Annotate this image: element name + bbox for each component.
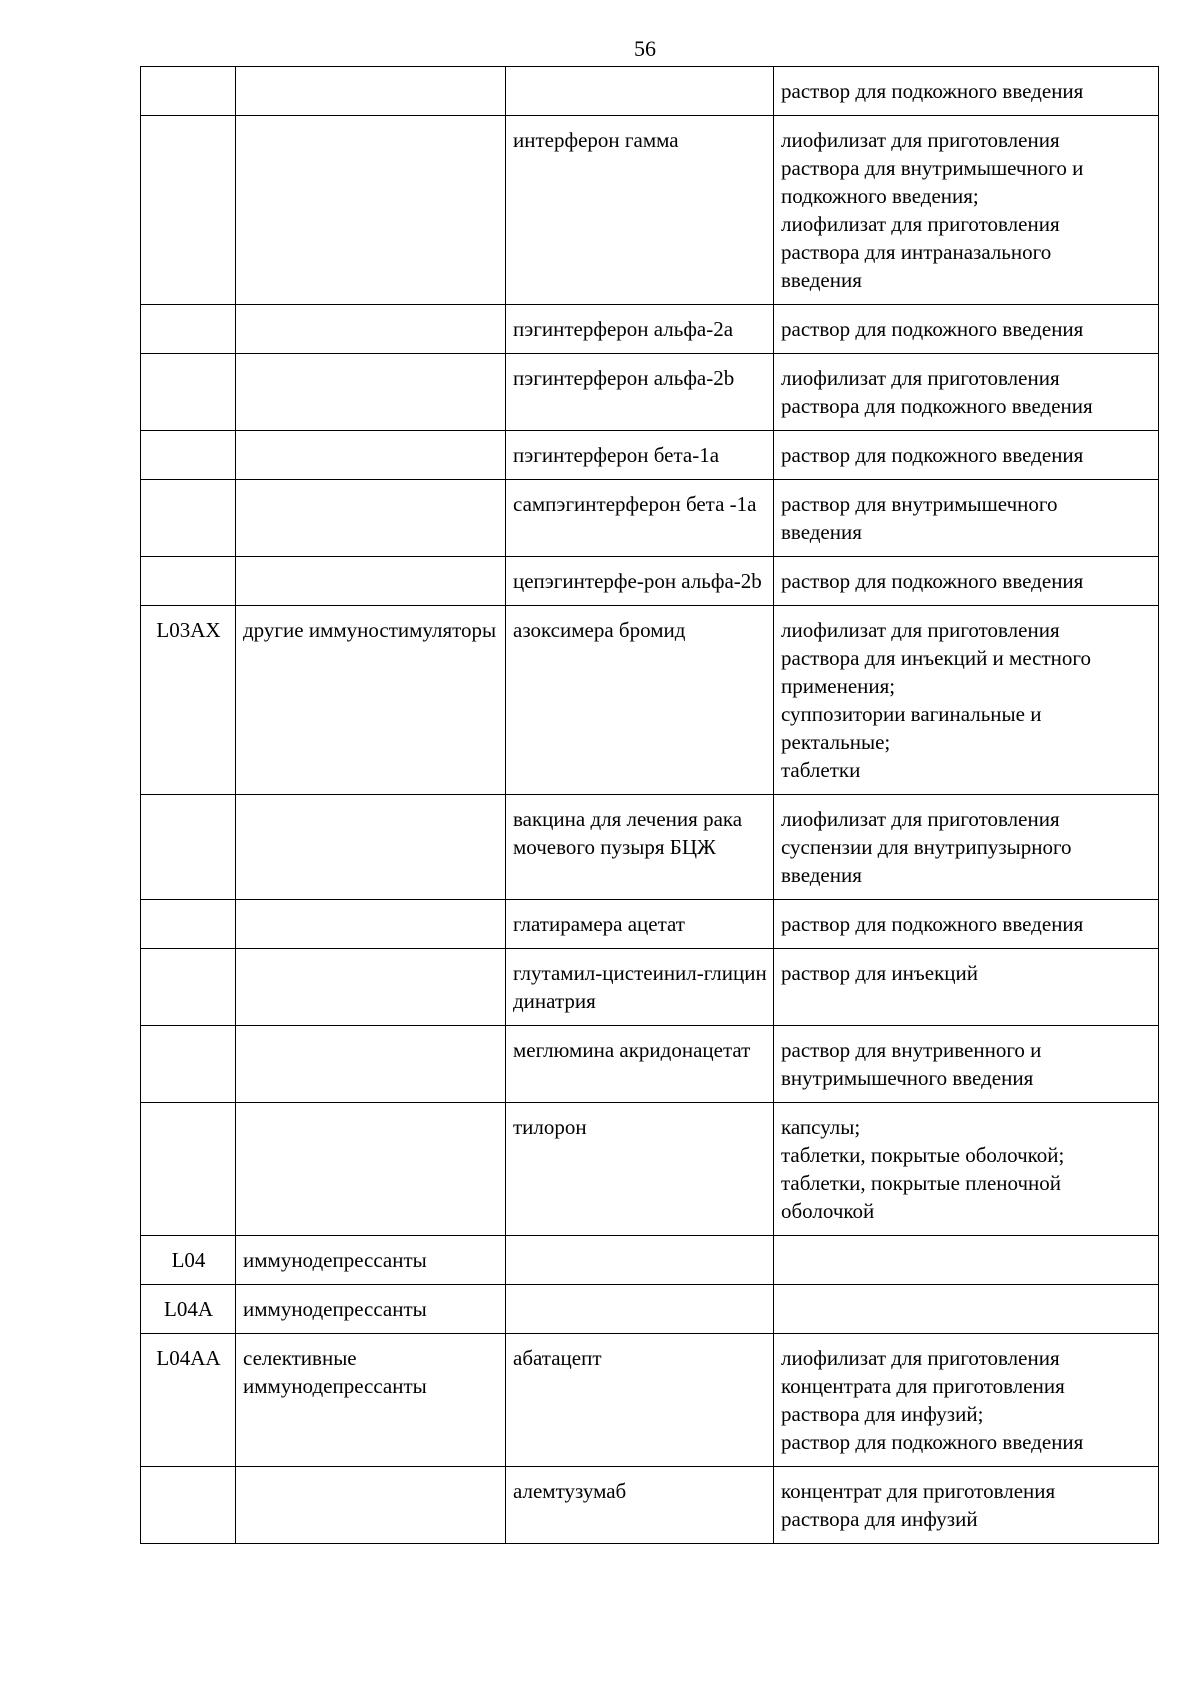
table-row [141, 900, 1159, 949]
group-name-cell [236, 949, 506, 1026]
atc-code-cell [141, 795, 236, 900]
dosage-form-line: раствора для инъекций и местного [781, 646, 1092, 670]
page-number: 56 [634, 36, 656, 61]
dosage-forms-cell [774, 949, 1159, 1026]
dosage-form-line: применения; [781, 674, 896, 698]
table-row [141, 557, 1159, 606]
dosage-form-line: оболочкой [781, 1199, 875, 1223]
dosage-form-line: раствора для инфузий; [781, 1402, 984, 1426]
dosage-form-line: суппозитории вагинальные и [781, 702, 1042, 726]
drug-name-cell [506, 1285, 774, 1334]
drug-name-cell: пэгинтерферон альфа-2b [506, 354, 774, 431]
dosage-forms-cell [774, 1285, 1159, 1334]
drug-name-cell: азоксимера бромид [506, 606, 774, 795]
group-name-cell [236, 431, 506, 480]
group-name-cell [236, 1026, 506, 1103]
dosage-forms-cell [774, 1026, 1159, 1103]
dosage-form-line: раствор для внутривенного и [781, 1038, 1042, 1062]
atc-code-cell [141, 67, 236, 116]
group-name-cell [236, 1103, 506, 1236]
table-row [141, 1026, 1159, 1103]
dosage-forms-cell [774, 606, 1159, 795]
atc-code-cell [141, 305, 236, 354]
table-row [141, 1334, 1159, 1467]
dosage-form-line: введения [781, 268, 862, 292]
table-row [141, 606, 1159, 795]
dosage-form-line: внутримышечного введения [781, 1066, 1034, 1090]
dosage-forms-cell [774, 354, 1159, 431]
dosage-form-line: раствор для подкожного введения [781, 79, 1084, 103]
group-name-cell: другие иммуностимуляторы [236, 606, 506, 795]
drug-table [140, 66, 1159, 1544]
table-row [141, 305, 1159, 354]
dosage-form-line: лиофилизат для приготовления [781, 807, 1060, 831]
drug-name-cell: вакцина для лечения рака мочевого пузыря БЦЖ [506, 795, 774, 900]
atc-code-cell: L04 [141, 1236, 236, 1285]
drug-name-cell: глатирамера ацетат [506, 900, 774, 949]
dosage-forms-cell [774, 795, 1159, 900]
dosage-forms-cell [774, 1103, 1159, 1236]
table-row [141, 1103, 1159, 1236]
atc-code-cell [141, 557, 236, 606]
group-name-cell [236, 354, 506, 431]
dosage-form-line: таблетки, покрытые пленочной [781, 1171, 1062, 1195]
atc-code-cell [141, 900, 236, 949]
atc-code-cell [141, 480, 236, 557]
drug-name-cell: пэгинтерферон альфа-2а [506, 305, 774, 354]
dosage-form-line: раствор для внутримышечного [781, 492, 1058, 516]
drug-name-cell: пэгинтерферон бета-1а [506, 431, 774, 480]
table-row [141, 354, 1159, 431]
dosage-form-line: концентрата для приготовления [781, 1374, 1065, 1398]
group-name-cell: иммунодепрессанты [236, 1236, 506, 1285]
dosage-forms-cell [774, 431, 1159, 480]
atc-code-cell [141, 949, 236, 1026]
group-name-cell [236, 1467, 506, 1544]
dosage-form-line: раствор для подкожного введения [781, 317, 1084, 341]
dosage-forms-cell [774, 67, 1159, 116]
table-body [141, 67, 1159, 1544]
dosage-form-line: раствор для подкожного введения [781, 1430, 1084, 1454]
drug-name-cell [506, 67, 774, 116]
dosage-forms-cell [774, 557, 1159, 606]
drug-name-cell: глутамил-цистеинил-глицин динатрия [506, 949, 774, 1026]
dosage-forms-cell [774, 116, 1159, 305]
dosage-form-line: раствора для интраназального [781, 240, 1052, 264]
table-row [141, 116, 1159, 305]
atc-code-cell [141, 1026, 236, 1103]
drug-name-cell: сампэгинтерферон бета -1а [506, 480, 774, 557]
dosage-form-line: лиофилизат для приготовления [781, 128, 1060, 152]
dosage-form-line: подкожного введения; [781, 184, 979, 208]
group-name-cell: селективные иммунодепрессанты [236, 1334, 506, 1467]
atc-code-cell [141, 1103, 236, 1236]
group-name-cell [236, 116, 506, 305]
dosage-forms-cell [774, 480, 1159, 557]
dosage-form-line: раствора для инфузий [781, 1507, 978, 1531]
dosage-form-line: раствор для подкожного введения [781, 443, 1084, 467]
dosage-form-line: раствора для подкожного введения [781, 394, 1093, 418]
dosage-form-line: раствор для подкожного введения [781, 912, 1084, 936]
dosage-forms-cell [774, 305, 1159, 354]
atc-code-cell: L03AX [141, 606, 236, 795]
group-name-cell [236, 305, 506, 354]
dosage-form-line: лиофилизат для приготовления [781, 366, 1060, 390]
table-row [141, 1236, 1159, 1285]
drug-name-cell: абатацепт [506, 1334, 774, 1467]
dosage-forms-cell [774, 1467, 1159, 1544]
atc-code-cell [141, 1467, 236, 1544]
table-row [141, 431, 1159, 480]
dosage-form-line: таблетки, покрытые оболочкой; [781, 1143, 1065, 1167]
dosage-form-line: концентрат для приготовления [781, 1479, 1056, 1503]
dosage-forms-cell [774, 1334, 1159, 1467]
group-name-cell [236, 900, 506, 949]
group-name-cell [236, 67, 506, 116]
drug-name-cell: алемтузумаб [506, 1467, 774, 1544]
dosage-forms-cell [774, 1236, 1159, 1285]
dosage-form-line: таблетки [781, 758, 861, 782]
dosage-form-line: лиофилизат для приготовления [781, 212, 1060, 236]
dosage-form-line: раствор для инъекций [781, 961, 978, 985]
dosage-form-line: раствора для внутримышечного и [781, 156, 1084, 180]
atc-code-cell [141, 116, 236, 305]
table-row [141, 480, 1159, 557]
dosage-form-line: капсулы; [781, 1115, 861, 1139]
group-name-cell [236, 557, 506, 606]
group-name-cell [236, 480, 506, 557]
dosage-form-line: суспензии для внутрипузырного [781, 835, 1072, 859]
group-name-cell [236, 795, 506, 900]
dosage-form-line: лиофилизат для приготовления [781, 618, 1060, 642]
dosage-forms-cell [774, 900, 1159, 949]
dosage-form-line: раствор для подкожного введения [781, 569, 1084, 593]
drug-name-cell: меглюмина акридонацетат [506, 1026, 774, 1103]
table-row [141, 795, 1159, 900]
drug-name-cell: тилорон [506, 1103, 774, 1236]
drug-name-cell: интерферон гамма [506, 116, 774, 305]
table-row [141, 67, 1159, 116]
atc-code-cell: L04AA [141, 1334, 236, 1467]
drug-name-cell [506, 1236, 774, 1285]
drug-name-cell: цепэгинтерфе-рон альфа-2b [506, 557, 774, 606]
table-row [141, 1285, 1159, 1334]
dosage-form-line: введения [781, 863, 862, 887]
group-name-cell: иммунодепрессанты [236, 1285, 506, 1334]
table-row [141, 949, 1159, 1026]
dosage-form-line: ректальные; [781, 730, 891, 754]
atc-code-cell: L04A [141, 1285, 236, 1334]
atc-code-cell [141, 431, 236, 480]
dosage-form-line: лиофилизат для приготовления [781, 1346, 1060, 1370]
dosage-form-line: введения [781, 520, 862, 544]
table-row [141, 1467, 1159, 1544]
atc-code-cell [141, 354, 236, 431]
